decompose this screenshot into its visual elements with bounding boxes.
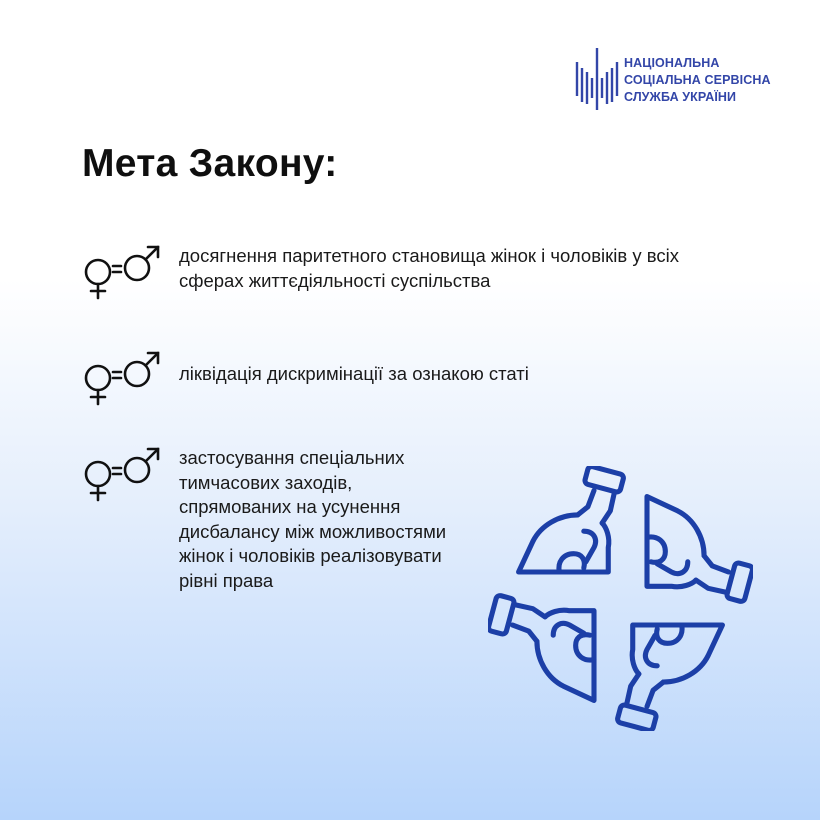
logo bbox=[574, 46, 804, 116]
goal-item-2 bbox=[82, 350, 722, 410]
logo-line-3: СЛУЖБА УКРАЇНИ bbox=[624, 90, 737, 104]
trident-barcode-icon bbox=[574, 46, 620, 112]
goal-item-3 bbox=[82, 446, 502, 616]
goal-text-1: досягнення паритетного становища жінок і чоловіків у всіх сферах життєдіяльності суспільства bbox=[179, 245, 679, 291]
hands-cooperation-icon bbox=[488, 466, 753, 731]
logo-text bbox=[624, 55, 771, 106]
page-title: Мета Закону: bbox=[82, 142, 338, 185]
gender-equality-icon bbox=[82, 446, 164, 504]
gender-equality-icon bbox=[82, 244, 164, 302]
logo-line-1: НАЦІОНАЛЬНА bbox=[624, 56, 720, 70]
logo-line-2: СОЦІАЛЬНА СЕРВІСНА bbox=[624, 73, 771, 87]
goal-text-2: ліквідація дискримінації за ознакою статі bbox=[179, 363, 529, 384]
goal-text-3: застосування спеціальних тимчасових заходів, спрямованих на усунення дисбалансу між можливостями жінок і чоловіків реалізовувати рівні права bbox=[179, 447, 447, 591]
gender-equality-icon bbox=[82, 350, 164, 408]
goal-item-1 bbox=[82, 244, 722, 304]
